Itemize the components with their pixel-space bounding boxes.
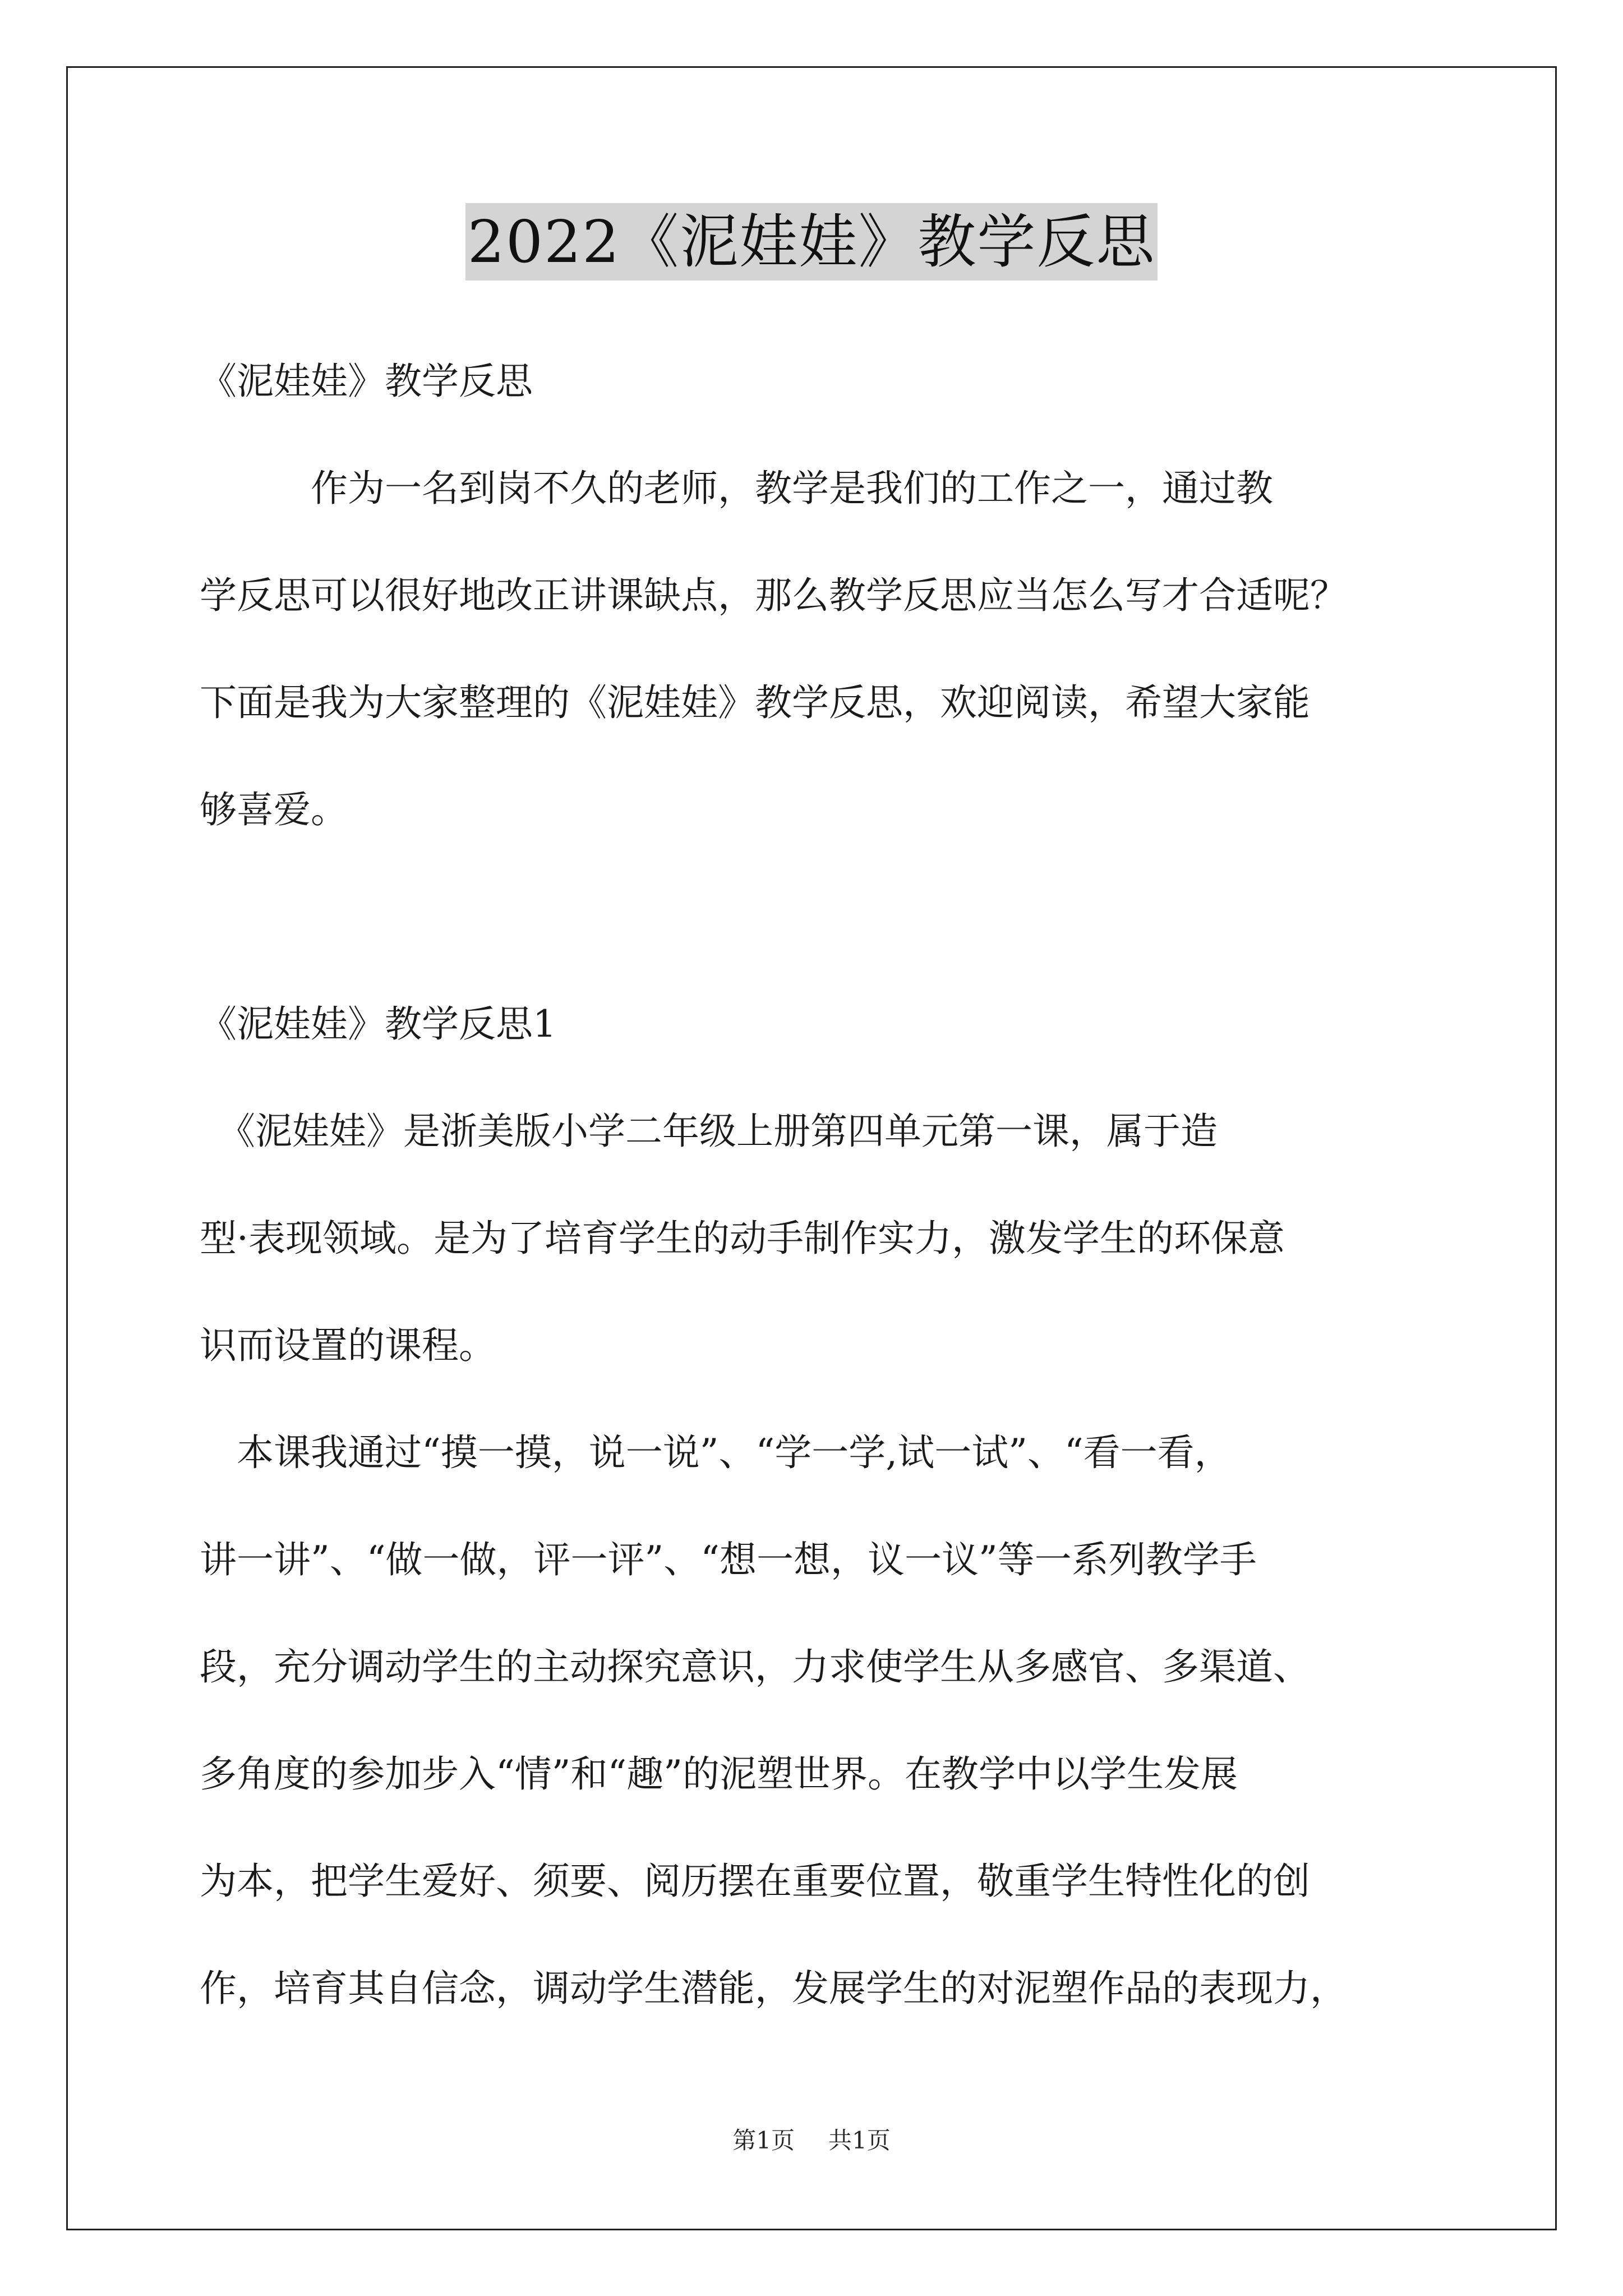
paragraph-line: 《泥娃娃》是浙美版小学二年级上册第四单元第一课，属于造 (200, 1110, 1218, 1153)
paragraph-line: 本课我通过“摸一摸，说一说”、“学一学,试一试”、“看一看， (200, 1431, 1232, 1474)
document-title: 2022《泥娃娃》教学反思 (465, 203, 1158, 280)
paragraph-line: 讲一讲”、“做一做，评一评”、“想一想，议一议”等一系列教学手 (200, 1538, 1257, 1581)
paragraph-line: 学反思可以很好地改正讲课缺点，那么教学反思应当怎么写才合适呢？ (200, 574, 1347, 617)
paragraph-line: 识而设置的课程。 (200, 1324, 496, 1367)
paragraph-line: 为本，把学生爱好、须要、阅历摆在重要位置，敬重学生特性化的创 (200, 1860, 1310, 1903)
paragraph-line: 作为一名到岗不久的老师，教学是我们的工作之一，通过教 (200, 467, 1273, 510)
paragraph-line: 多角度的参加步入“情”和“趣”的泥塑世界。在教学中以学生发展 (200, 1752, 1238, 1796)
paragraph-line: 作，培育其自信念，调动学生潜能，发展学生的对泥塑作品的表现力， (200, 1967, 1347, 2010)
page-footer (0, 2125, 1623, 2156)
title-container (0, 203, 1623, 280)
page-number-total: 共1页 (828, 2127, 891, 2154)
page-number-current: 第1页 (732, 2127, 795, 2154)
paragraph-line: 型·表现领域。是为了培育学生的动手制作实力，激发学生的环保意 (200, 1217, 1285, 1260)
paragraph-line: 下面是我为大家整理的《泥娃娃》教学反思，欢迎阅读，希望大家能 (200, 681, 1310, 724)
section-heading: 《泥娃娃》教学反思1 (200, 1002, 556, 1046)
section-heading: 《泥娃娃》教学反思 (200, 360, 533, 403)
paragraph-line: 段，充分调动学生的主动探究意识，力求使学生从多感官、多渠道、 (200, 1645, 1310, 1688)
paragraph-line: 够喜爱。 (200, 788, 348, 831)
